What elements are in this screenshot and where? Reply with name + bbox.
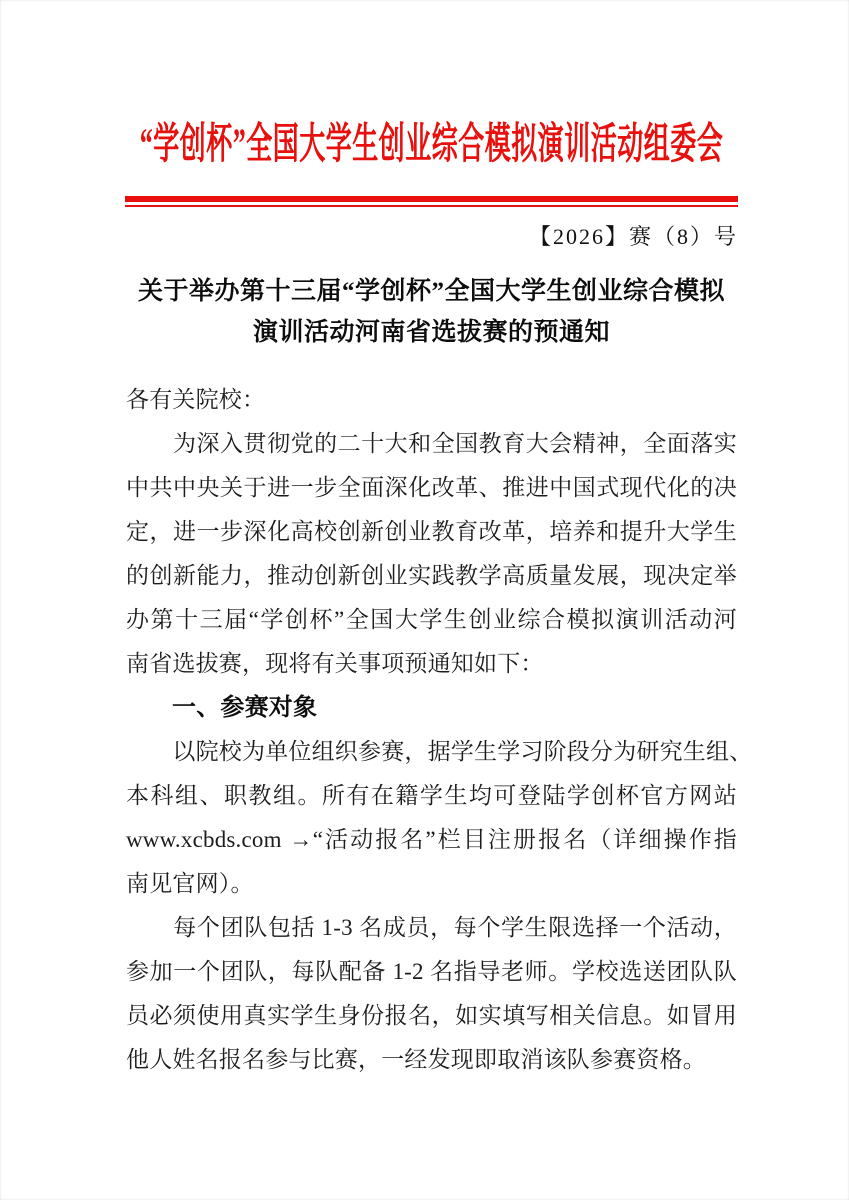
paragraph-1-line: 的创新能力，推动创新创业实践教学高质量发展，现决定举: [126, 563, 737, 588]
paragraph-3-line: 每个团队包括 1-3 名成员，每个学生限选择一个活动，: [126, 915, 737, 940]
paragraph-1-line: 中共中央关于进一步全面深化改革、推进中国式现代化的决: [126, 475, 737, 500]
paragraph-1-line: 南省选拔赛，现将有关事项预通知如下：: [126, 651, 544, 676]
document-title-line-2: 演训活动河南省选拔赛的预通知: [252, 319, 610, 346]
paragraph-2-line: 南见官网）。: [126, 871, 254, 896]
document-number: 【2026】赛（8）号: [528, 224, 738, 249]
paragraph-3-line: 参加一个团队，每队配备 1-2 名指导老师。学校选送团队队: [126, 959, 737, 984]
paragraph-1-line: 定，进一步深化高校创新创业教育改革，培养和提升大学生: [126, 519, 737, 544]
paragraph-1-line: 为深入贯彻党的二十大和全国教育大会精神，全面落实: [126, 431, 737, 456]
letterhead-org-name: “学创杯”全国大学生创业综合模拟演训活动组委会: [139, 120, 724, 169]
letterhead-divider-rule: [125, 196, 738, 207]
section-1-heading: 一、参赛对象: [172, 694, 318, 721]
paragraph-2-line: www.xcbds.com →“活动报名”栏目注册报名（详细操作指: [126, 827, 737, 852]
document-title: [105, 271, 758, 353]
document-title-line-1: 关于举办第十三届“学创杯”全国大学生创业综合模拟: [137, 278, 725, 305]
document-body: [126, 378, 753, 1082]
paragraph-3-line: 他人姓名报名参与比赛，一经发现即取消该队参赛资格。: [126, 1047, 706, 1072]
paragraph-2-line: 本科组、职教组。所有在籍学生均可登陆学创杯官方网站: [126, 783, 737, 808]
paragraph-1-line: 办第十三届“学创杯”全国大学生创业综合模拟演训活动河: [126, 607, 737, 632]
paragraph-3-line: 员必须使用真实学生身份报名，如实填写相关信息。如冒用: [126, 1003, 737, 1028]
salutation: 各有关院校：: [126, 387, 266, 412]
letterhead: [125, 118, 738, 172]
paragraph-2-line: 以院校为单位组织参赛，据学生学习阶段分为研究生组、: [126, 739, 753, 764]
